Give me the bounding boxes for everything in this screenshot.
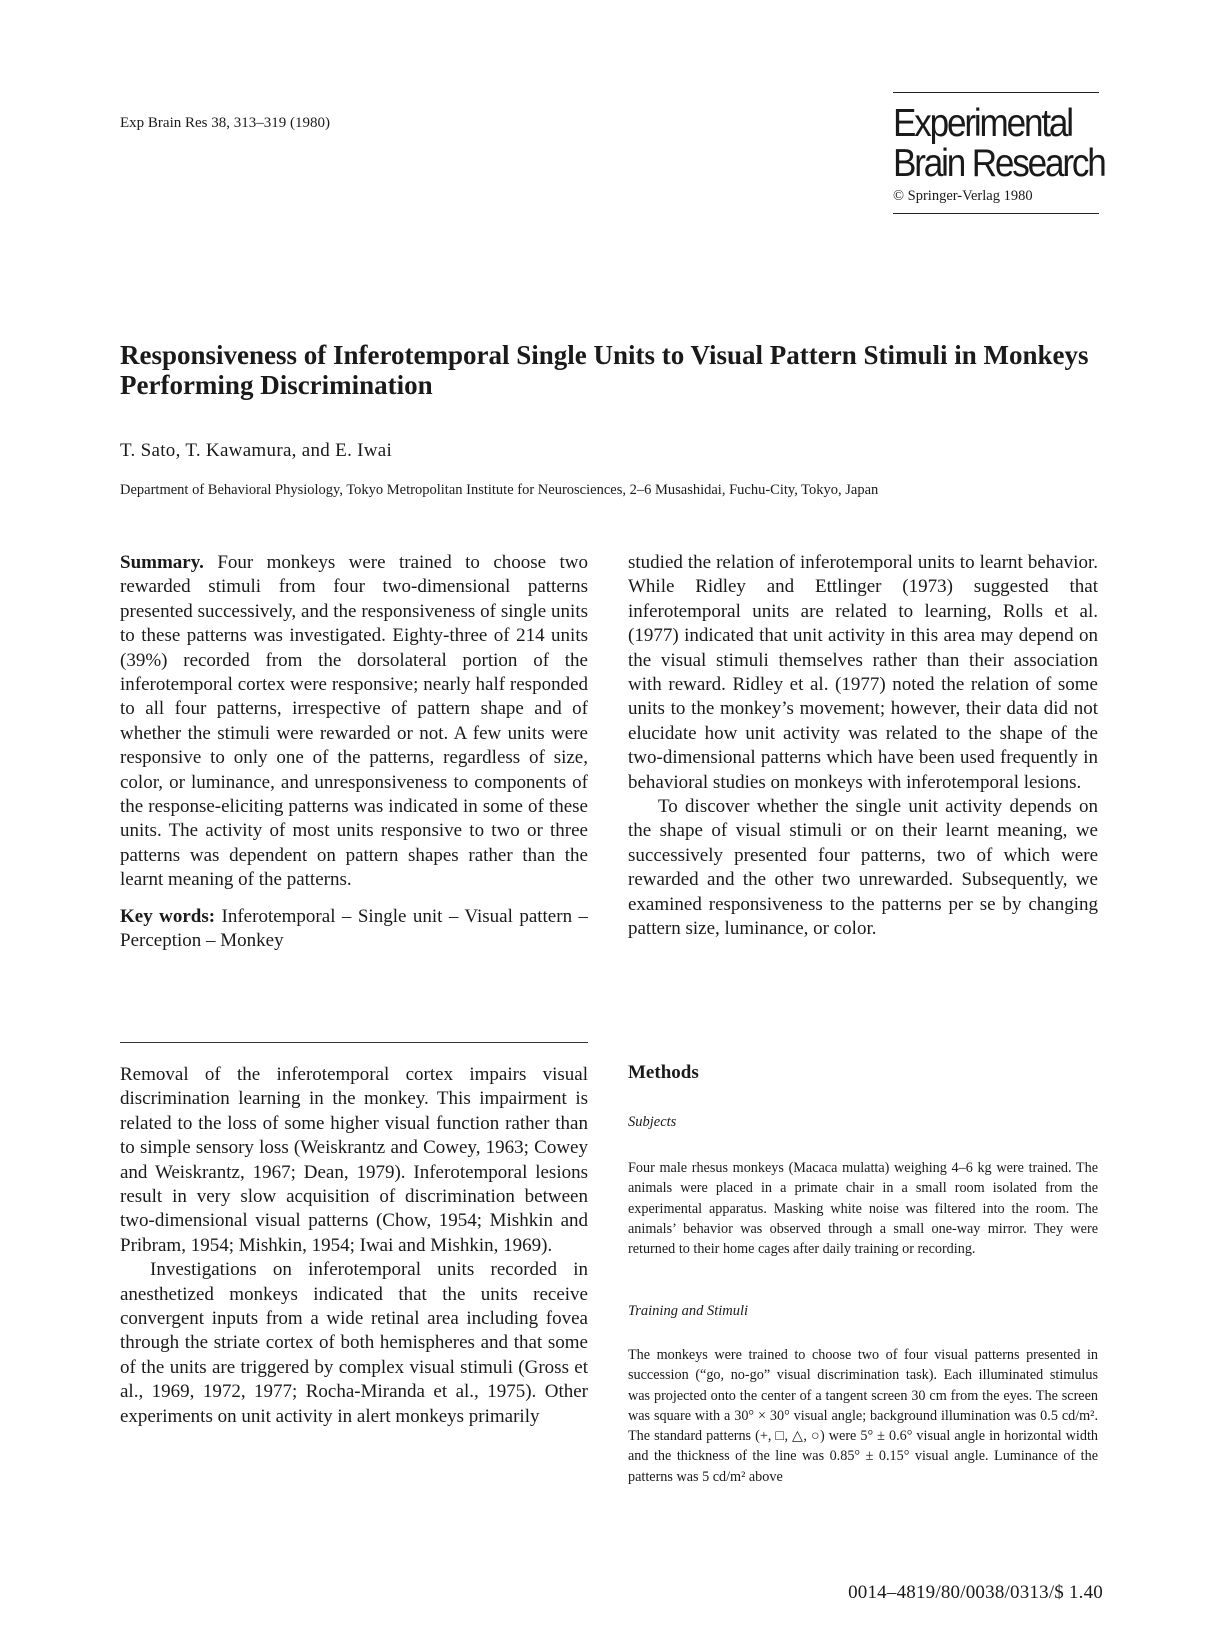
journal-citation: Exp Brain Res 38, 313–319 (1980): [120, 115, 330, 131]
keywords-paragraph: [120, 905, 588, 954]
publisher-copyright: © Springer-Verlag 1980: [893, 188, 1033, 204]
article-code: 0014–4819/80/0038/0313/$ 1.40: [848, 1582, 1103, 1603]
article-authors: T. Sato, T. Kawamura, and E. Iwai: [120, 440, 393, 461]
introduction-continued: [628, 551, 1098, 942]
summary-text: Four monkeys were trained to choose two rewarded stimuli from four two-dimensional patterns presented successively, and the responsiveness of single units to these patterns was investigated. Eighty-three of 214 units (39%) recorded from the dorsolateral portion of the inferotemporal cortex were responsive; nearly half responded to all four patterns, irrespective of pattern shape and of whether the stimuli were rewarded or not. A few units were responsive to only one of the patterns, regardless of size, color, or luminance, and unresponsiveness to components of the response-eliciting patterns was indicated in some of these units. The activity of most units responsive to two or three patterns was dependent on pattern shapes rather than the learnt meaning of the patterns.: [120, 552, 588, 891]
logo-top-rule: [893, 92, 1099, 93]
introduction-section: [120, 1063, 588, 1429]
logo-line-brain-research: Brain Research: [893, 142, 1105, 185]
methods-heading: Methods: [628, 1062, 699, 1083]
logo-bottom-rule: [893, 213, 1099, 214]
author-affiliation: Department of Behavioral Physiology, Tokyo Metropolitan Institute for Neurosciences, 2–6 Musashidai, Fuchu-City, Tokyo, Japan: [120, 482, 879, 498]
summary-section: [120, 551, 588, 954]
subjects-section: [628, 1158, 1098, 1259]
training-section: [628, 1345, 1098, 1487]
right-paragraph-1: studied the relation of inferotemporal units to learnt behavior. While Ridley and Ettlinger (1973) suggested that inferotemporal units are related to learning, Rolls et al. (1977) indicated that unit activity in this area may depend on the visual stimuli themselves rather than their association with reward. Ridley et al. (1977) noted the relation of some units to the monkey’s movement; however, their data did not elucidate how unit activity was related to the shape of the two-dimensional patterns which have been used frequently in behavioral studies on monkeys with inferotemporal lesions.: [628, 552, 1098, 793]
right-paragraph-2: To discover whether the single unit activity depends on the shape of visual stimuli or on their learnt meaning, we successively presented four patterns, two of which were rewarded and the other two unrewarded. Subsequently, we examined responsiveness to the patterns per se by changing pattern size, luminance, or color.: [628, 796, 1098, 940]
summary-paragraph: [120, 551, 588, 893]
keywords-text: Inferotemporal – Single unit – Visual pattern – Perception – Monkey: [120, 905, 589, 952]
intro-paragraph-2: Investigations on inferotemporal units recorded in anesthetized monkeys indicated that the units receive convergent inputs from a wide retinal area including fovea through the striate cortex of both hemispheres and that some of the units are triggered by complex visual stimuli (Gross et al., 1969, 1972, 1977; Rocha-Miranda et al., 1975). Other experiments on unit activity in alert monkeys primarily: [120, 1259, 588, 1427]
journal-logo: [893, 92, 1105, 214]
training-heading: Training and Stimuli: [628, 1303, 749, 1319]
intro-paragraph-1: Removal of the inferotemporal cortex impairs visual discrimination learning in the monkey. This impairment is related to the loss of some higher visual function rather than to simple sensory loss (Weiskrantz and Cowey, 1963; Cowey and Weiskrantz, 1967; Dean, 1979). Inferotemporal lesions result in very slow acquisition of discrimination between two-dimensional visual patterns (Chow, 1954; Mishkin and Pribram, 1954; Mishkin, 1954; Iwai and Mishkin, 1969).: [120, 1064, 588, 1256]
logo-line-experimental: Experimental: [893, 102, 1072, 145]
subjects-heading: Subjects: [628, 1114, 677, 1130]
summary-divider: [120, 1042, 588, 1043]
training-paragraph: The monkeys were trained to choose two of four visual patterns presented in succession (“go, no-go” visual discrimination task). Each illuminated stimulus was projected onto the center of a tangent screen 30 cm from the eyes. The screen was square with a 30° × 30° visual angle; background illumination was 0.5 cd/m². The standard patterns (+, □, △, ○) were 5° ± 0.6° visual angle in horizontal width and the thickness of the line was 0.85° ± 0.15° visual angle. Luminance of the patterns was 5 cd/m² above: [628, 1347, 1098, 1485]
subjects-paragraph: Four male rhesus monkeys (Macaca mulatta) weighing 4–6 kg were trained. The animals were placed in a primate chair in a small room isolated from the experimental apparatus. Masking white noise was filtered into the room. The animals’ behavior was observed through a small one-way mirror. They were returned to their home cages after daily training or recording.: [628, 1160, 1098, 1258]
keywords-label: Key words:: [120, 905, 216, 927]
summary-label: Summary.: [120, 552, 204, 573]
article-title: Responsiveness of Inferotemporal Single Units to Visual Pattern Stimuli in Monkeys Performing Discrimination: [120, 340, 1089, 400]
